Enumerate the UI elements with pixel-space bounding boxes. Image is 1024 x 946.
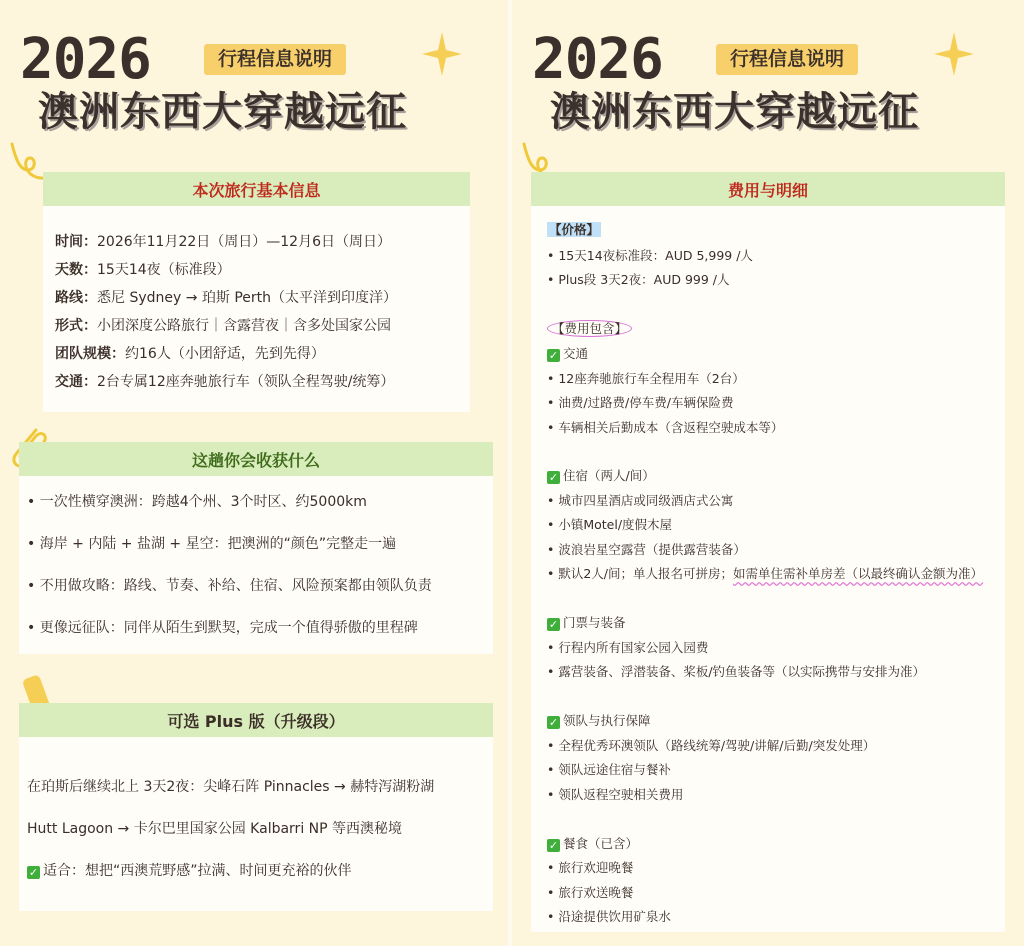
cost-item: • 旅行欢迎晚餐 [547,860,634,875]
cost-item: • 露营装备、浮潜装备、桨板/钓鱼装备等（以实际携带与安排为准） [547,664,926,679]
gain-item: • 一次性横穿澳洲：跨越4个州、3个时区、约5000km [27,494,367,510]
costs-card [531,172,1005,932]
star-icon [930,30,976,78]
plus-line-2: Hutt Lagoon → 卡尔巴里国家公园 Kalbarri NP 等西澳秘境 [27,821,403,837]
info-row-team: 团队规模：约16人（小团舒适，先到先得） [55,346,325,362]
info-row-time: 时间：2026年11月22日（周日）—12月6日（周日） [55,234,391,250]
info-tag: 行程信息说明 [204,44,346,75]
section-title: ✓ 门票与装备 [548,615,626,631]
check-icon: ✓ [548,349,559,362]
info-row-days: 天数：15天14夜（标准段） [55,262,231,278]
main-title: 澳洲东西大穿越远征 [38,89,407,135]
cost-item: • 波浪岩星空露营（提供露营装备） [547,542,746,557]
cost-item: • 小镇Motel/度假木屋 [547,517,673,532]
included-label: 【费用包含】 [547,320,632,337]
cost-item: • 车辆相关后勤成本（含返程空驶成本等） [547,420,784,435]
year-title: 2026 [532,27,663,92]
price-item: • Plus段 3天2夜：AUD 999 /人 [547,272,730,287]
basic-info-card [43,172,470,412]
cost-item: • 油费/过路费/停车费/车辆保险费 [547,395,734,410]
section-title: ✓ 住宿（两人/间） [548,468,655,484]
cost-item: • 行程内所有国家公园入园费 [547,640,709,655]
check-icon: ✓ [548,839,559,852]
cost-item: • 沿途提供饮用矿泉水 [547,909,671,924]
cost-item: • 领队返程空驶相关费用 [547,787,684,802]
section-title: ✓ 餐食（已含） [548,836,639,852]
section-title: ✓ 领队与执行保障 [548,713,651,729]
info-tag: 行程信息说明 [716,44,858,75]
info-row-transport: 交通：2台专属12座奔驰旅行车（领队全程驾驶/统筹） [55,374,395,390]
cost-item: • 领队远途住宿与餐补 [547,762,671,777]
single-room-note: • 默认2人/间；单人报名可拼房；如需单住需补单房差（以最终确认金额为准） [547,566,984,581]
price-label: 【价格】 [549,222,600,237]
info-row-format: 形式：小团深度公路旅行｜含露营夜｜含多处国家公园 [55,318,391,334]
price-item: • 15天14夜标准段：AUD 5,999 /人 [547,248,753,263]
section-title: ✓ 交通 [548,346,589,362]
cost-item: • 城市四星酒店或同级酒店式公寓 [547,493,734,508]
cost-item: • 全程优秀环澳领队（路线统筹/驾驶/讲解/后勤/突发处理） [547,738,876,753]
plus-fit: ✓ 适合：想把“西澳荒野感”拉满、时间更充裕的伙伴 [28,863,352,879]
plus-card [19,703,493,911]
right-page [512,0,1024,946]
gain-item: • 不用做攻略：路线、节奏、补给、住宿、风险预案都由领队负责 [27,578,432,594]
gains-heading: 这趟你会收获什么 [19,442,493,476]
plus-heading: 可选 Plus 版（升级段） [19,703,493,737]
gains-card [19,442,493,654]
gain-item: • 更像远征队：同伴从陌生到默契，完成一个值得骄傲的里程碑 [27,620,418,636]
year-title: 2026 [20,27,151,92]
check-icon: ✓ [28,866,39,879]
gain-item: • 海岸 + 内陆 + 盐湖 + 星空：把澳洲的“颜色”完整走一遍 [27,536,397,552]
check-icon: ✓ [548,471,559,484]
costs-heading: 费用与明细 [531,172,1005,206]
left-page [0,0,508,946]
info-row-route: 路线：悉尼 Sydney → 珀斯 Perth（太平洋到印度洋） [55,290,398,306]
main-title: 澳洲东西大穿越远征 [550,89,919,135]
plus-line-1: 在珀斯后继续北上 3天2夜：尖峰石阵 Pinnacles → 赫特泻湖粉湖 [27,779,435,795]
cost-item: • 12座奔驰旅行车全程用车（2台） [547,371,745,386]
basic-info-heading: 本次旅行基本信息 [43,172,470,206]
check-icon: ✓ [548,618,559,631]
star-icon [418,30,464,78]
check-icon: ✓ [548,716,559,729]
cost-item: • 旅行欢送晚餐 [547,885,634,900]
